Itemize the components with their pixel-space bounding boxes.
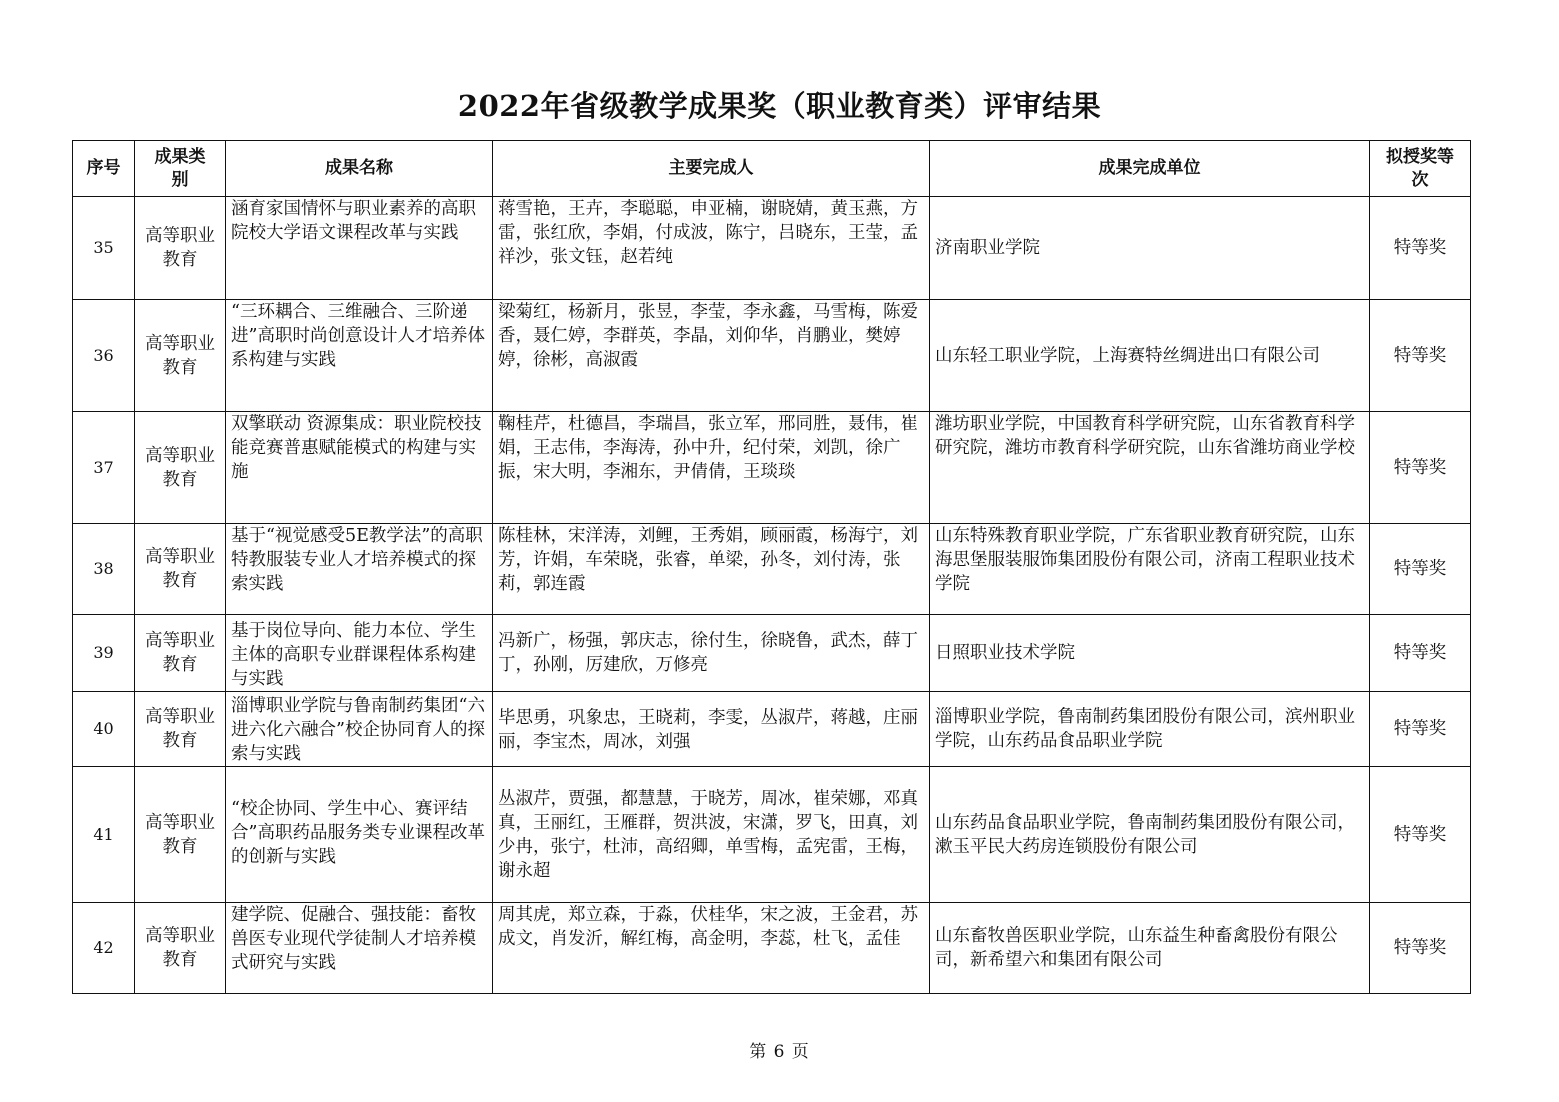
header-name: 成果名称 <box>226 141 493 197</box>
row-name: 建学院、促融合、强技能：畜牧兽医专业现代学徒制人才培养模式研究与实践 <box>226 903 493 994</box>
row-num: 37 <box>73 412 135 524</box>
row-unit: 山东轻工职业学院，上海赛特丝绸进出口有限公司 <box>930 300 1370 412</box>
row-people: 鞠桂芹，杜德昌，李瑞昌，张立军，邢同胜，聂伟，崔娟，王志伟，李海涛，孙中升，纪付荣，刘凯，徐广振，宋大明，李湘东，尹倩倩，王琰琰 <box>493 412 930 524</box>
table-row <box>73 615 1471 692</box>
page-title: 2022年省级教学成果奖（职业教育类）评审结果 <box>457 89 1102 123</box>
header-award: 拟授奖等次 <box>1370 141 1471 197</box>
header-num: 序号 <box>73 141 135 197</box>
row-award: 特等奖 <box>1370 197 1471 300</box>
row-award: 特等奖 <box>1370 692 1471 767</box>
row-award: 特等奖 <box>1370 412 1471 524</box>
row-unit: 山东药品食品职业学院，鲁南制药集团股份有限公司，漱玉平民大药房连锁股份有限公司 <box>930 767 1370 903</box>
row-category: 高等职业教育 <box>135 692 226 767</box>
row-num: 40 <box>73 692 135 767</box>
row-category: 高等职业教育 <box>135 412 226 524</box>
row-unit: 淄博职业学院，鲁南制药集团股份有限公司，滨州职业学院，山东药品食品职业学院 <box>930 692 1370 767</box>
table-row <box>73 197 1471 300</box>
table-header-row <box>73 141 1471 197</box>
row-num: 38 <box>73 524 135 615</box>
row-num: 36 <box>73 300 135 412</box>
row-people: 丛淑芹，贾强，都慧慧，于晓芳，周冰，崔荣娜，邓真真，王丽红，王雁群，贺洪波，宋潇，罗飞，田真，刘少冉，张宁，杜沛，高绍卿，单雪梅，孟宪雷，王梅，谢永超 <box>493 767 930 903</box>
header-category: 成果类别 <box>135 141 226 197</box>
row-people: 梁菊红，杨新月，张昱，李莹，李永鑫，马雪梅，陈爱香，聂仁婷，李群英，李晶，刘仰华，肖鹏业，樊婷婷，徐彬，高淑霞 <box>493 300 930 412</box>
row-award: 特等奖 <box>1370 615 1471 692</box>
header-people: 主要完成人 <box>493 141 930 197</box>
row-people: 周其虎，郑立森，于淼，伏桂华，宋之波，王金君，苏成文，肖发沂，解红梅，高金明，李蕊，杜飞，孟佳 <box>493 903 930 994</box>
row-award: 特等奖 <box>1370 903 1471 994</box>
table-row <box>73 903 1471 994</box>
row-num: 35 <box>73 197 135 300</box>
page-number: 第 6 页 <box>749 1042 810 1062</box>
row-category: 高等职业教育 <box>135 300 226 412</box>
results-table <box>72 140 1471 994</box>
row-award: 特等奖 <box>1370 767 1471 903</box>
row-name: 基于岗位导向、能力本位、学生主体的高职专业群课程体系构建与实践 <box>226 615 493 692</box>
row-unit: 潍坊职业学院，中国教育科学研究院，山东省教育科学研究院，潍坊市教育科学研究院，山东省潍坊商业学校 <box>930 412 1370 524</box>
row-category: 高等职业教育 <box>135 524 226 615</box>
row-name: “三环耦合、三维融合、三阶递进”高职时尚创意设计人才培养体系构建与实践 <box>226 300 493 412</box>
row-category: 高等职业教育 <box>135 615 226 692</box>
table-row <box>73 524 1471 615</box>
table-row <box>73 692 1471 767</box>
table-row <box>73 300 1471 412</box>
row-people: 陈桂林，宋洋涛，刘鲤，王秀娟，顾丽霞，杨海宁，刘芳，许娟，车荣晓，张睿，单梁，孙冬，刘付涛，张莉，郭连霞 <box>493 524 930 615</box>
row-people: 蒋雪艳，王卉，李聪聪，申亚楠，谢晓婧，黄玉燕，方雷，张红欣，李娟，付成波，陈宁，吕晓东，王莹，孟祥沙，张文钰，赵若纯 <box>493 197 930 300</box>
row-num: 42 <box>73 903 135 994</box>
row-name: “校企协同、学生中心、赛评结合”高职药品服务类专业课程改革的创新与实践 <box>226 767 493 903</box>
header-unit: 成果完成单位 <box>930 141 1370 197</box>
row-unit: 日照职业技术学院 <box>930 615 1370 692</box>
row-name: 涵育家国情怀与职业素养的高职院校大学语文课程改革与实践 <box>226 197 493 300</box>
row-category: 高等职业教育 <box>135 767 226 903</box>
row-people: 毕思勇，巩象忠，王晓莉，李雯，丛淑芹，蒋越，庄丽丽，李宝杰，周冰，刘强 <box>493 692 930 767</box>
row-unit: 山东特殊教育职业学院，广东省职业教育研究院，山东海思堡服装服饰集团股份有限公司，济南工程职业技术学院 <box>930 524 1370 615</box>
row-name: 基于“视觉感受5E教学法”的高职特教服装专业人才培养模式的探索实践 <box>226 524 493 615</box>
table-row <box>73 767 1471 903</box>
row-unit: 山东畜牧兽医职业学院，山东益生种畜禽股份有限公司，新希望六和集团有限公司 <box>930 903 1370 994</box>
row-award: 特等奖 <box>1370 524 1471 615</box>
row-num: 39 <box>73 615 135 692</box>
row-unit: 济南职业学院 <box>930 197 1370 300</box>
row-name: 双擎联动 资源集成：职业院校技能竞赛普惠赋能模式的构建与实施 <box>226 412 493 524</box>
table-row <box>73 412 1471 524</box>
row-people: 冯新广，杨强，郭庆志，徐付生，徐晓鲁，武杰，薛丁丁，孙刚，厉建欣，万修亮 <box>493 615 930 692</box>
row-num: 41 <box>73 767 135 903</box>
row-award: 特等奖 <box>1370 300 1471 412</box>
row-category: 高等职业教育 <box>135 903 226 994</box>
row-name: 淄博职业学院与鲁南制药集团“六进六化六融合”校企协同育人的探索与实践 <box>226 692 493 767</box>
row-category: 高等职业教育 <box>135 197 226 300</box>
